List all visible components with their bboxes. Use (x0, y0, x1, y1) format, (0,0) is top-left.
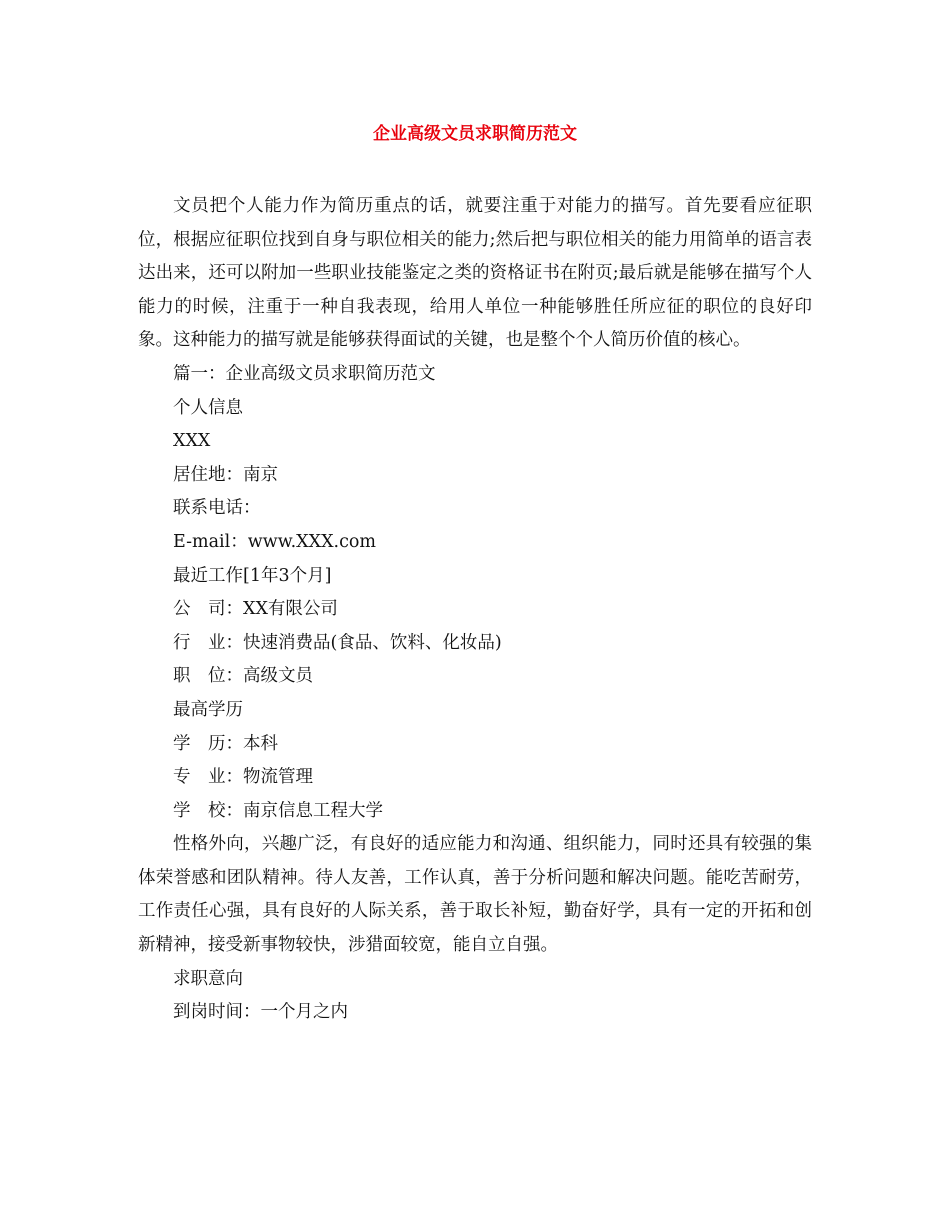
self-evaluation-paragraph: 性格外向，兴趣广泛，有良好的适应能力和沟通、组织能力，同时还具有较强的集体荣誉感和团队精神。待人友善，工作认真，善于分析问题和解决问题。能吃苦耐劳，工作责任心强，具有良好的人际关系，善于取长补短，勤奋好学，具有一定的开拓和创新精神，接受新事物较快，涉猎面较宽，能自立自强。 (138, 834, 812, 956)
document-body (138, 190, 812, 1030)
education-major: 专 业：物流管理 (173, 767, 313, 788)
recent-work-heading: 最近工作[1年3个月] (173, 565, 332, 586)
document-title: 企业高级文员求职简历范文 (373, 124, 577, 144)
chapter-heading: 篇一：企业高级文员求职简历范文 (173, 363, 436, 384)
education-school: 学 校：南京信息工程大学 (173, 800, 383, 821)
personal-email: E-mail：www.XXX.com (173, 531, 377, 552)
personal-residence: 居住地：南京 (173, 464, 278, 485)
job-intention-heading: 求职意向 (173, 968, 243, 989)
personal-name: XXX (173, 431, 211, 452)
job-arrival-time: 到岗时间：一个月之内 (173, 1002, 348, 1023)
personal-info-heading: 个人信息 (173, 397, 243, 418)
education-degree: 学 历：本科 (173, 733, 278, 754)
work-company: 公 司：XX有限公司 (173, 599, 338, 620)
work-industry: 行 业：快速消费品(食品、饮料、化妆品) (173, 632, 502, 653)
education-heading: 最高学历 (173, 699, 243, 720)
personal-phone: 联系电话： (173, 498, 261, 519)
work-position: 职 位：高级文员 (173, 666, 313, 687)
intro-paragraph: 文员把个人能力作为简历重点的话，就要注重于对能力的描写。首先要看应征职位，根据应征职位找到自身与职位相关的能力;然后把与职位相关的能力用简单的语言表达出来，还可以附加一些职业技能鉴定之类的资格证书在附页;最后就是能够在描写个人能力的时候，注重于一种自我表现，给用人单位一种能够胜任所应征的职位的良好印象。这种能力的描写就是能够获得面试的关键，也是整个个人简历价值的核心。 (138, 196, 812, 351)
